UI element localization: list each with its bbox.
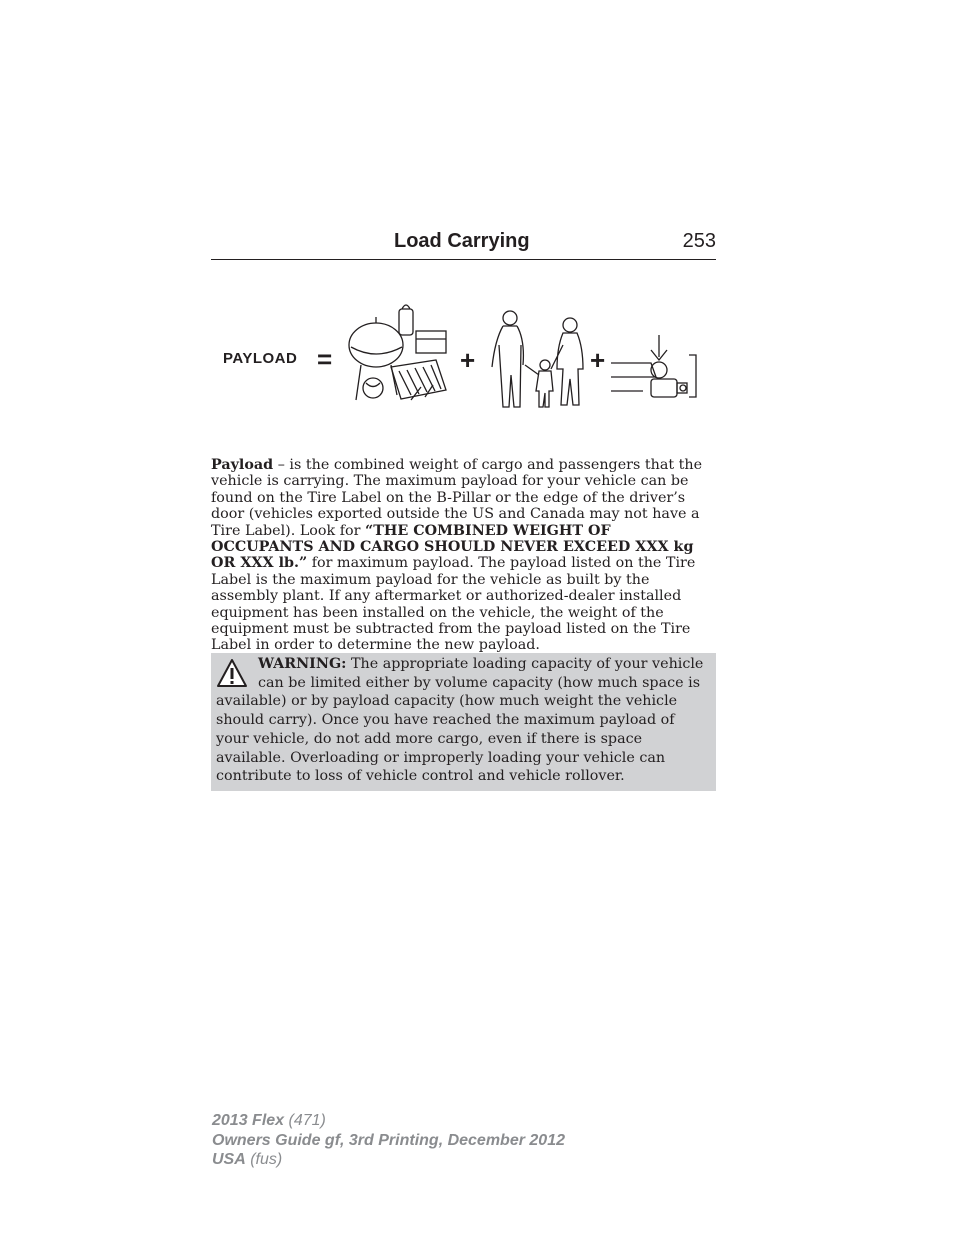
footer-market-code: (fus) <box>245 1151 283 1168</box>
payload-equation-graphic <box>211 295 716 415</box>
tire-label-quote: “THE COMBINED WEIGHT OF OCCUPANTS AND CARGO SHOULD NEVER EXCEED XXX kg OR XXX lb.” <box>211 522 694 572</box>
footer-model-code: (471) <box>284 1112 326 1129</box>
warning-body: The appropriate loading capacity of your vehicle can be limited either by volume capacity (how much space is available) or by payload capacity (how much weight the vehicle should carry). Once you have reached the maximum payload of your vehicle, do not add more cargo, even if there is space available. Overloading or improperly loading your vehicle can contribute to loss of vehicle control and vehicle rollover. <box>216 656 704 785</box>
page-header <box>211 228 716 260</box>
warning-triangle-icon <box>216 657 248 689</box>
page-footer <box>212 1111 565 1170</box>
footer-guide-line <box>212 1131 565 1151</box>
passengers-icon <box>492 311 583 407</box>
warning-box <box>211 653 716 791</box>
equals-sign: = <box>317 344 333 374</box>
footer-guide: Owners Guide gf, 3rd Printing, December 2012 <box>212 1131 565 1149</box>
footer-model-line <box>212 1111 565 1131</box>
warning-label: WARNING: <box>258 656 347 672</box>
footer-model: 2013 Flex <box>212 1112 285 1129</box>
payload-term: Payload <box>211 457 274 473</box>
warning-text <box>216 655 710 786</box>
section-title: Load Carrying <box>394 230 530 252</box>
cargo-icon <box>349 305 446 400</box>
footer-market-line <box>212 1150 565 1170</box>
trailer-hitch-icon <box>611 335 696 397</box>
plus-sign-1: + <box>460 345 476 375</box>
payload-label: PAYLOAD <box>223 350 298 367</box>
plus-sign-2: + <box>590 345 606 375</box>
payload-illustration <box>211 295 716 415</box>
payload-text-2: for maximum payload. The payload listed on the Tire Label is the maximum payload for the vehicle as built by the assembly plant. If any aftermarket or authorized-dealer installed equipment has been installed on the vehicle, the weight of the equipment must be subtracted from the payload listed on the Tire Label in order to determine the new payload. <box>211 555 696 654</box>
page-number: 253 <box>682 230 716 252</box>
footer-market: USA <box>212 1151 246 1168</box>
payload-paragraph <box>211 457 716 654</box>
payload-text-1: – is the combined weight of cargo and passengers that the vehicle is carrying. The maximum payload for your vehicle can be found on the Tire Label on the B-Pillar or the edge of the driver’s door (vehicles exported outside the US and Canada may not have a Tire Label). Look for <box>211 457 703 539</box>
